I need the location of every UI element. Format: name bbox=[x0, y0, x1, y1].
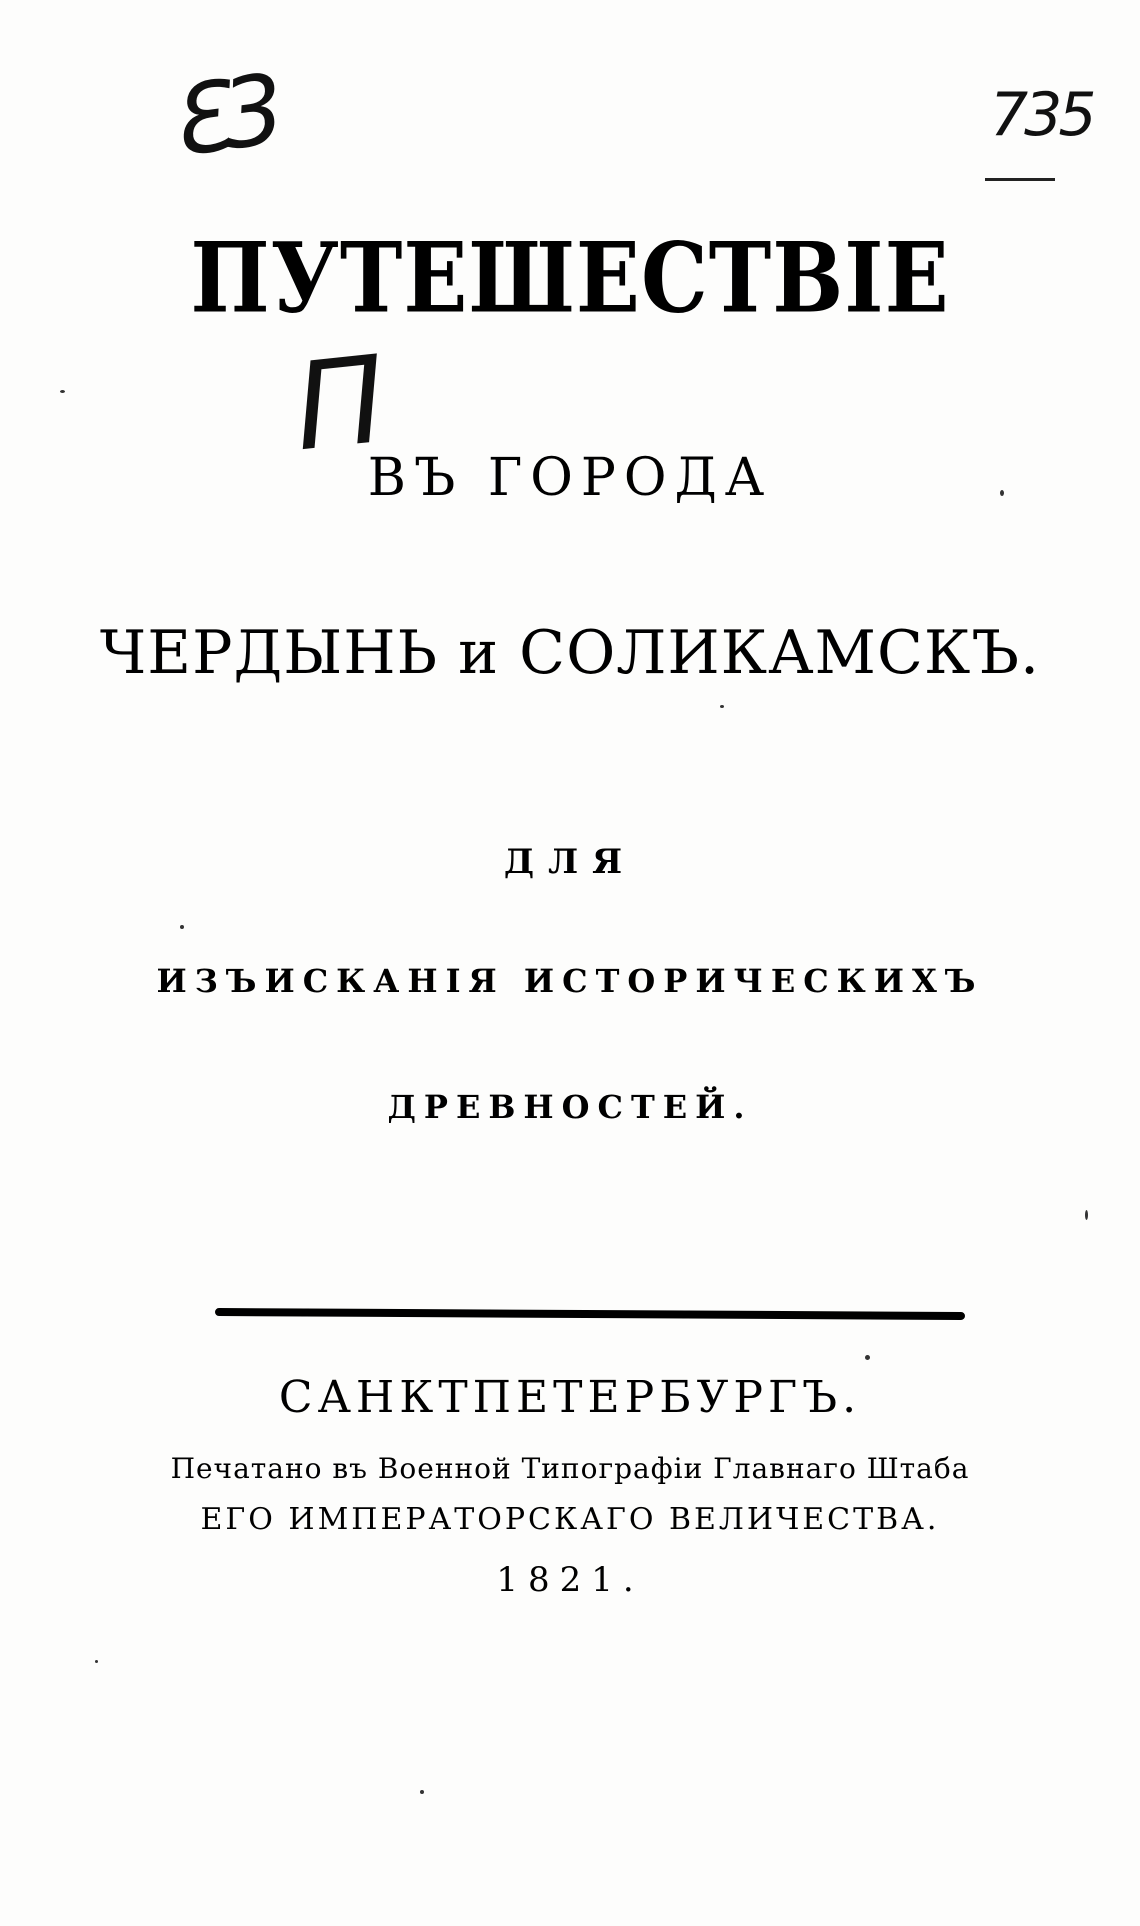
paper-speck bbox=[180, 925, 184, 929]
divider-rule bbox=[215, 1308, 965, 1320]
paper-speck bbox=[420, 1790, 424, 1794]
subtitle-city-names: ЧЕРДЫНЬ и СОЛИКАМСКЪ. bbox=[99, 618, 1041, 688]
handwritten-letter-mark: П bbox=[287, 330, 393, 479]
handwritten-underline bbox=[985, 178, 1055, 181]
purpose-for: ДЛЯ bbox=[503, 842, 637, 882]
handwritten-note-top-left: Ԑ3 bbox=[162, 53, 286, 179]
paper-speck bbox=[1000, 490, 1004, 496]
imprint-year: 1821. bbox=[496, 1560, 644, 1600]
purpose-antiquities: ДРЕВНОСТЕЙ. bbox=[387, 1088, 753, 1126]
handwritten-shelfmark: 735 bbox=[990, 80, 1093, 150]
subtitle-to-cities: ВЪ ГОРОДА bbox=[367, 448, 773, 508]
paper-speck bbox=[60, 390, 65, 393]
imprint-city: САНКТПЕТЕРБУРГЪ. bbox=[278, 1372, 862, 1423]
paper-speck bbox=[720, 705, 724, 708]
paper-speck bbox=[95, 1660, 98, 1663]
purpose-research: ИЗЪИСКАНІЯ ИСТОРИЧЕСКИХЪ bbox=[156, 962, 984, 1000]
imprint-majesty: ЕГО ИМПЕРАТОРСКАГО ВЕЛИЧЕСТВА. bbox=[200, 1502, 940, 1537]
paper-speck bbox=[865, 1355, 870, 1360]
paper-speck bbox=[1085, 1210, 1088, 1220]
book-title: ПУТЕШЕСТВІЕ bbox=[190, 220, 950, 335]
imprint-printer: Печатано въ Военной Типографіи Главнаго Штаба bbox=[170, 1452, 970, 1485]
